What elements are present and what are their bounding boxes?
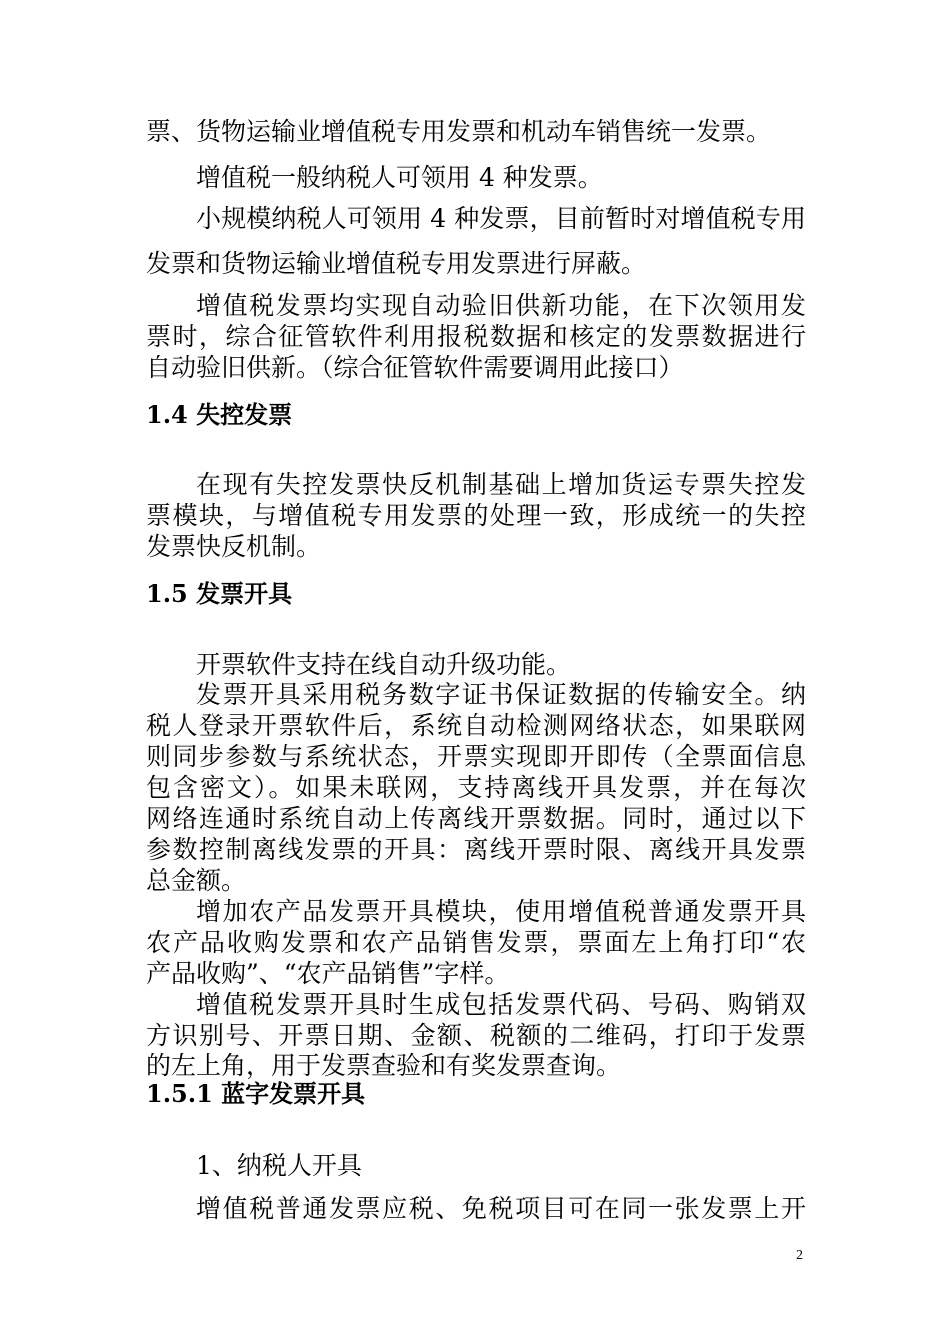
- body-text-line: 税人登录开票软件后，系统自动检测网络状态，如果联网: [146, 711, 806, 740]
- body-text-line: 增值税发票均实现自动验旧供新功能，在下次领用发: [196, 291, 806, 320]
- section-heading: 1.4 失控发票: [146, 400, 293, 429]
- body-text-line: 增值税一般纳税人可领用 4 种发票。: [196, 163, 603, 192]
- body-text-line: 自动验旧供新。（综合征管软件需要调用此接口）: [146, 353, 684, 382]
- body-text-line: 参数控制离线发票的开具：离线开票时限、离线开具发票: [146, 835, 806, 864]
- body-text-line: 的左上角，用于发票查验和有奖发票查询。: [146, 1051, 622, 1080]
- body-text-line: 网络连通时系统自动上传离线开票数据。同时，通过以下: [146, 804, 806, 833]
- body-text-line: 开票软件支持在线自动升级功能。: [196, 650, 572, 679]
- body-text-line: 发票和货物运输业增值税专用发票进行屏蔽。: [146, 249, 647, 278]
- body-text-line: 增值税发票开具时生成包括发票代码、号码、购销双: [196, 990, 806, 1019]
- body-text-line: 票时，综合征管软件利用报税数据和核定的发票数据进行: [146, 322, 806, 351]
- body-text-line: 小规模纳税人可领用 4 种发票，目前暂时对增值税专用: [196, 204, 806, 233]
- body-text-line: 总金额。: [146, 866, 247, 895]
- body-text-line: 增加农产品发票开具模块，使用增值税普通发票开具: [196, 897, 806, 926]
- body-text-line: 票、货物运输业增值税专用发票和机动车销售统一发票。: [146, 117, 772, 146]
- body-text-line: 农产品收购发票和农产品销售发票，票面左上角打印“农: [146, 928, 806, 957]
- body-text-line: 方识别号、开票日期、金额、税额的二维码，打印于发票: [146, 1021, 806, 1050]
- body-text-line: 发票开具采用税务数字证书保证数据的传输安全。纳: [196, 680, 806, 709]
- body-text-line: 包含密文）。如果未联网，支持离线开具发票，并在每次: [146, 773, 806, 802]
- body-text-line: 则同步参数与系统状态，开票实现即开即传（全票面信息: [146, 742, 806, 771]
- section-heading: 1.5 发票开具: [146, 579, 293, 608]
- body-text-line: 在现有失控发票快反机制基础上增加货运专票失控发: [196, 470, 806, 499]
- body-text-line: 产品收购”、“农产品销售”字样。: [146, 959, 510, 988]
- subsection-heading: 1.5.1 蓝字发票开具: [146, 1079, 366, 1108]
- page-number: 2: [796, 1248, 803, 1263]
- body-text-line: 发票快反机制。: [146, 532, 322, 561]
- body-text-line: 增值税普通发票应税、免税项目可在同一张发票上开: [196, 1194, 806, 1223]
- body-text-line: 1、纳税人开具: [196, 1151, 362, 1180]
- body-text-line: 票模块，与增值税专用发票的处理一致，形成统一的失控: [146, 501, 806, 530]
